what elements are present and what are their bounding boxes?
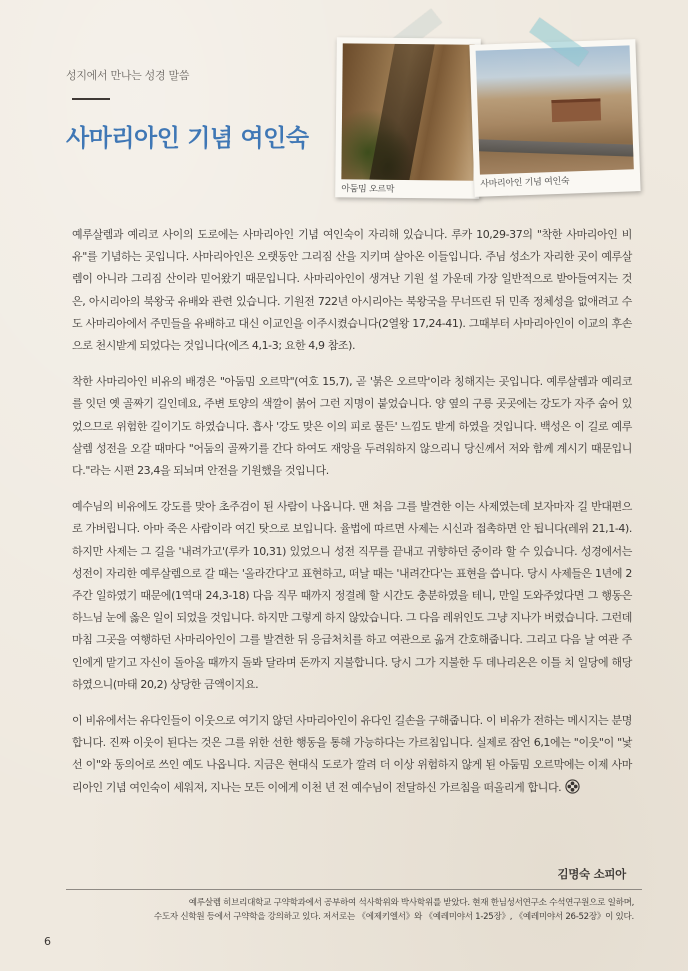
paragraph: 착한 사마리아인 비유의 배경은 "아둠밈 오르막"(여호 15,7), 곧 '붉은 오르막'이라 칭해지는 곳입니다. 예루살렘과 예리코를 잇던 옛 골짜기 길인데요, 주변 토양의 색깔이 붉어 그런 지명이 붙었습니다. 양 옆의 구릉 곳곳에는 강도가 자주 숨어 있었으므로 위험한 길이기도 하였습니다. 흡사 '강도 맞은 이의 피로 물든' 느낌도 받게 하였을 것입니다. 백성은 이 길로 예루살렘 성전을 오갈 때마다 "어둠의 골짜기를 간다 하여도 재앙을 두려워하지 않으리니 당신께서 저와 함께 계시기 때문입니다."라는 시편 23,4을 되뇌며 안전을 기원했을 것입니다. (72, 375, 632, 478)
author-bio (66, 889, 642, 929)
photo-adummim-ascent (335, 37, 481, 198)
author-name: 김명숙 소피아 (557, 867, 626, 881)
page-number: 6 (44, 935, 51, 948)
bio-line: 수도자 신학원 등에서 구약학을 강의하고 있다. 저서로는 《에제키엘서》와 《예레미야서 1-25장》, 《예레미야서 26-52장》이 있다. (153, 912, 634, 922)
paragraph: 예수님의 비유에도 강도를 맞아 초주검이 된 사람이 나옵니다. 맨 처음 그를 발견한 이는 사제였는데 보자마자 길 반대편으로 가버립니다. 아마 죽은 사람이라 여긴 탓으로 보입니다. 율법에 따르면 사제는 시신과 접촉하면 안 됩니다(레위 21,1-4). 하지만 사제는 그 길을 '내려가고'(루카 10,31) 있었으니 성전 직무를 끝내고 귀향하던 중이라 할 수 있습니다. 성경에서는 성전이 자리한 예루살렘으로 갈 때는 '올라간다'고 표현하고, 떠날 때는 '내려간다'는 표현을 씁니다. 당시 사제들은 1년에 2주간 일하였기 때문에(1역대 24,3-18) 다음 직무 때까지 정결례 할 시간도 충분하였을 테니, 만일 도와주었다면 그 행동은 하느님 눈에 옳은 일이 되었을 것입니다. 하지만 그렇게 하지 않았습니다. 그 다음 레위인도 그냥 지나가 버렸습니다. 그런데 마침 그곳을 여행하던 사마리아인이 그를 발견한 뒤 응급처치를 하고 여관으로 옮겨 간호해줍니다. 그리고 다음 날 여관 주인에게 맡기고 자신이 돌아올 때까지 돌봐 달라며 돈까지 지불합니다. 당시 그가 지불한 두 데나리온은 이틀 치 일당에 해당하였으니(마태 20,2) 상당한 금액이지요. (72, 500, 632, 691)
paragraph: 예루살렘과 예리코 사이의 도로에는 사마리아인 기념 여인숙이 자리해 있습니다. 루카 10,29-37의 "착한 사마리아인 비유"를 기념하는 곳입니다. 사마리아인은 오랫동안 그리짐 산을 지키며 살아온 이들입니다. 주님 성소가 자리한 곳이 예루살렘이 아니라 그리짐 산이라 믿어왔기 때문입니다. 사마리아인이 생겨난 기원 설 가운데 가장 일반적으로 받아들여지는 것은, 아시리아의 북왕국 유배와 관련 있습니다. 기원전 722년 아시리아는 북왕국을 무너뜨린 뒤 민족 정체성을 없애려고 수도 사마리아에서 주민들을 유배하고 대신 이교인을 이주시켰습니다(2열왕 17,24-41). 그때부터 사마리아인이 이교의 후손으로 천시받게 되었다는 것입니다(에즈 4,1-3; 요한 4,9 참조). (72, 228, 632, 353)
kicker-divider (72, 98, 110, 100)
canyon-photo (341, 43, 474, 180)
article-title: 사마리아인 기념 여인숙 (66, 124, 309, 152)
article-body (72, 224, 632, 813)
photo-caption: 아둠밈 오르막 (341, 184, 395, 195)
paragraph (72, 710, 632, 799)
photo-samaritan-inn (469, 39, 640, 197)
section-kicker: 성지에서 만나는 성경 말씀 (66, 69, 190, 82)
bio-line: 예루살렘 히브리대학교 구약학과에서 공부하여 석사학위와 박사학위를 받았다. 현재 한님성서연구소 수석연구원으로 일하며, (188, 898, 634, 908)
photo-caption: 사마리아인 기념 여인숙 (480, 176, 570, 190)
paragraph-text: 이 비유에서는 유다인들이 이웃으로 여기지 않던 사마리아인이 유다인 길손을 구해줍니다. 이 비유가 전하는 메시지는 분명합니다. 진짜 이웃이 된다는 것은 그를 위한 선한 행동을 통해 가능하다는 가르침입니다. 실제로 잠언 6,1에는 "이웃"이 "낯선 이"와 동의어로 쓰인 예도 나옵니다. 지금은 현대식 도로가 깔려 더 이상 위험하지 않게 된 아둠밈 오르막에는 이제 사마리아인 기념 여인숙이 세워져, 지나는 모든 이에게 이천 년 전 예수님이 전달하신 가르침을 떠올리게 합니다. (72, 714, 632, 794)
inn-building (551, 98, 601, 122)
road (479, 140, 634, 158)
inn-photo (476, 45, 634, 174)
flower-ornament-icon (565, 779, 580, 794)
